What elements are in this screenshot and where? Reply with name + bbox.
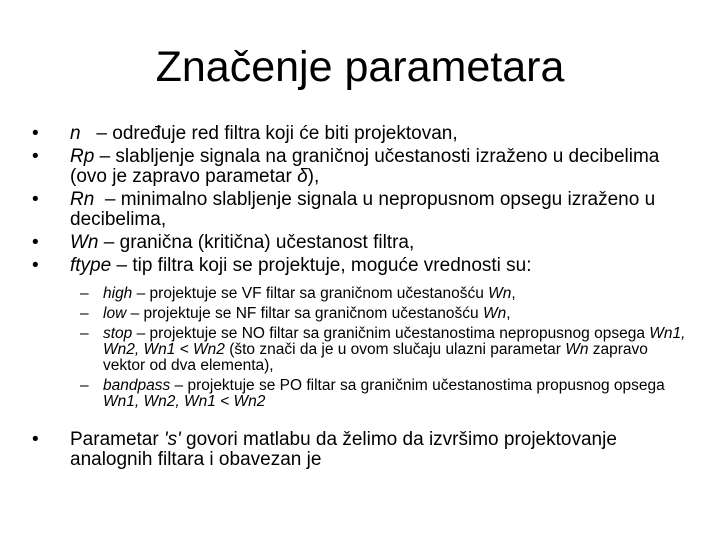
bullet-item-s-parameter: • Parametar 's' govori matlabu da želimo da izvršimo projektovanje analognih filtara i obavezan je	[28, 430, 688, 470]
param-term: Wn	[70, 232, 99, 253]
param-description: – slabljenje signala na graničnoj učestanosti izraženo u decibelima (ovo je zapravo parametar	[70, 146, 660, 187]
slide-title: Značenje parametara	[155, 43, 565, 91]
param-description: – granična (kritična) učestanost filtra,	[98, 232, 415, 253]
bullet-item-rp: • Rp – slabljenje signala na graničnoj učestanosti izraženo u decibelima (ovo je zapravo parametar δ),	[28, 147, 688, 187]
bullet-item-rn	[28, 190, 688, 230]
slide-content	[28, 124, 688, 473]
bullet-item-wn	[28, 233, 688, 253]
param-term: Rn	[70, 189, 95, 210]
bullet-marker: •	[32, 232, 39, 253]
param-description: – određuje red filtra koji će biti projektovan,	[96, 123, 458, 144]
param-term: δ	[297, 166, 308, 187]
sub-bullet-list	[80, 286, 688, 410]
param-description: – minimalno slabljenje signala u nepropusnom opsegu izraženo u decibelima,	[70, 189, 661, 230]
dash-marker: –	[80, 325, 89, 342]
param-term: n	[70, 123, 81, 144]
param-term: ftype	[70, 255, 112, 276]
bullet-marker: •	[32, 146, 39, 167]
param-description: – tip filtra koji se projektuje, moguće vrednosti su:	[111, 255, 532, 276]
sub-bullet-high: – high – projektuje se VF filtar sa graničnom učestanošću Wn,	[80, 285, 516, 302]
bullet-item-n	[28, 124, 688, 144]
bullet-item-ftype	[28, 256, 688, 276]
bullet-marker: •	[32, 189, 39, 210]
sub-bullet-low: – low – projektuje se NF filtar sa graničnom učestanošću Wn,	[80, 305, 511, 322]
bullet-marker: •	[32, 123, 39, 144]
dash-marker: –	[80, 377, 89, 394]
param-term: 's'	[163, 429, 181, 450]
sub-bullet-stop: – stop – projektuje se NO filtar sa graničnim učestanostima nepropusnog opsega Wn1, Wn2, Wn1 < Wn2 (što znači da je u ovom slučaju ulazni parametar Wn zapravo vektor od dva elementa),	[80, 325, 686, 374]
bullet-marker: •	[32, 255, 39, 276]
bullet-marker: •	[32, 429, 39, 450]
dash-marker: –	[80, 285, 89, 302]
sub-bullet-bandpass: – bandpass – projektuje se PO filtar sa graničnim učestanostima propusnog opsega Wn1, Wn2, Wn1 < Wn2	[80, 377, 665, 410]
dash-marker: –	[80, 305, 89, 322]
param-term: Rp	[70, 146, 95, 167]
